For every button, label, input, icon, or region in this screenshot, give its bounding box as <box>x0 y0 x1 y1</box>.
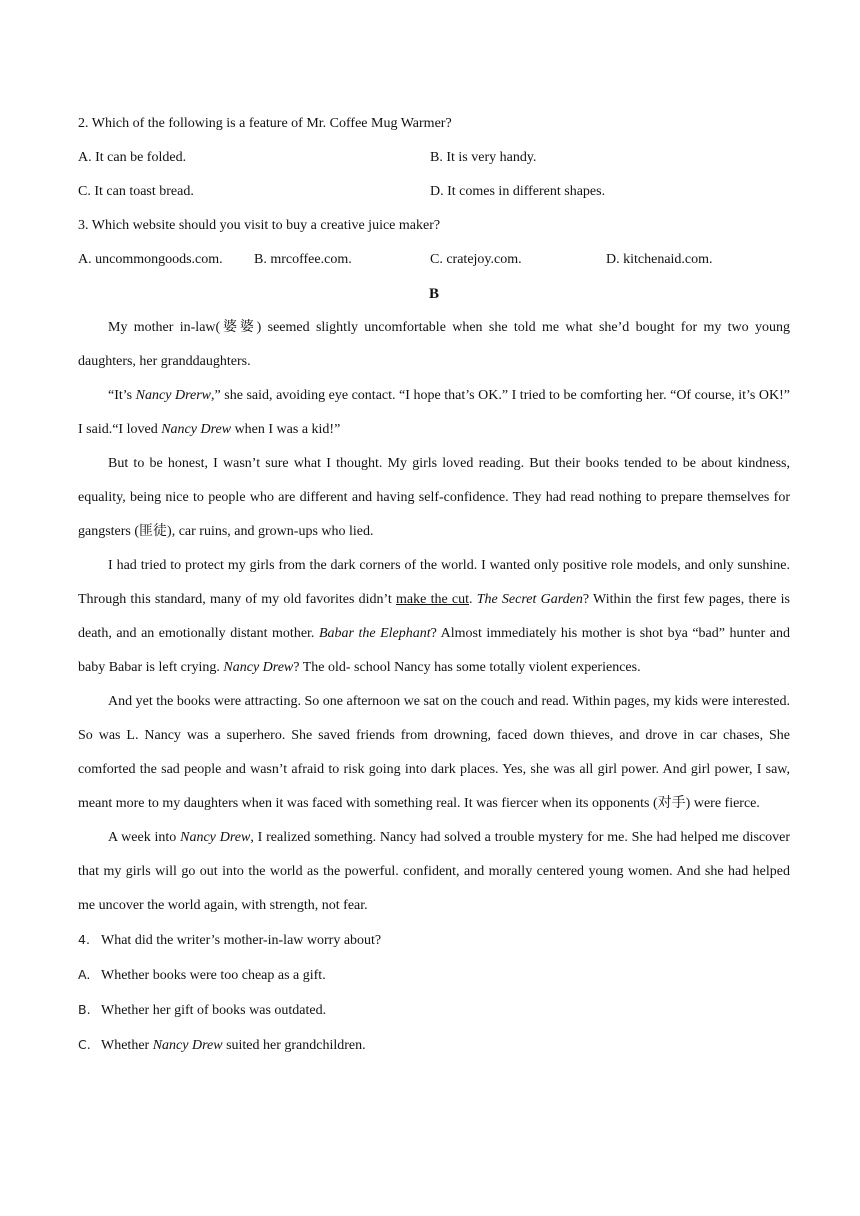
option-c-label: C. <box>78 1037 91 1052</box>
p6-text-a: A week into <box>108 830 181 845</box>
passage-paragraph-4 <box>78 549 790 685</box>
section-heading: B <box>428 286 439 302</box>
p6-text-c: , I realized something. Nancy had solved a trouble mystery for me. She had helped me discover that my girls will go out into the world as the powerful. confident, and morally centered young women. And she had helped me uncover the world again, with strength, not fear. <box>78 830 791 913</box>
option-b-label: B. <box>78 1002 91 1017</box>
question-2-option-b: B. It is very handy. <box>430 150 537 165</box>
p5-text: And yet the books were attracting. So one afternoon we sat on the couch and read. Within pages, my kids were interested. So was L. Nancy was a superhero. She saved friends from drowning, faced down thieves, and drove in car chases, She comforted the sad people and wasn’t afraid to risk going into dark places. Yes, she was all girl power. And girl power, I saw, meant more to my daughters when it was faced with something real. It was fiercer when its opponents (对手) were fierce. <box>78 694 790 811</box>
option-a-text: Whether books were too cheap as a gift. <box>101 968 326 983</box>
option-a-label: A. <box>78 967 91 982</box>
question-4-stem <box>78 923 790 958</box>
p2-text-a: “It’s <box>108 388 136 403</box>
option-c-text-a: Whether <box>101 1038 153 1053</box>
question-3-option-b: B. mrcoffee.com. <box>254 252 352 267</box>
p4-text-c: . <box>469 592 477 607</box>
question-4-number: 4. <box>78 932 90 947</box>
passage-paragraph-1 <box>78 311 790 379</box>
passage-paragraph-2 <box>78 379 790 447</box>
p4-text-g: ? Almost immediately his mother is shot bya “bad” hunter and baby Babar is left crying. <box>78 626 790 675</box>
passage-paragraph-6 <box>78 821 790 923</box>
question-2-stem: 2. Which of the following is a feature of Mr. Coffee Mug Warmer? <box>78 116 452 131</box>
question-4-option-a <box>78 958 790 993</box>
passage-paragraph-5 <box>78 685 790 821</box>
p4-text-i: ? The old- school Nancy has some totally violent experiences. <box>293 660 641 675</box>
p4-text-a: I had tried to protect my girls from the dark corners of the world. I wanted only positive role models, and only sunshine. Through this standard, many of my old favorites didn’t <box>78 558 790 607</box>
document-page <box>78 107 790 1063</box>
question-3-options-row <box>78 243 790 277</box>
p2-book-title-1: Nancy Drerw <box>135 388 212 403</box>
question-4-option-b <box>78 993 790 1028</box>
question-2-option-d: D. It comes in different shapes. <box>430 184 606 199</box>
p1-text: My mother in-law(婆婆) seemed slightly uncomfortable when she told me what she’d bought for my two young daughters, her granddaughters. <box>78 320 790 369</box>
question-3-option-c: C. cratejoy.com. <box>430 252 522 267</box>
p4-book-title-1: The Secret Garden <box>476 592 583 607</box>
p4-book-title-2: Babar the Elephant <box>318 626 431 641</box>
question-2-options-row-1 <box>78 141 790 175</box>
question-4-text: What did the writer’s mother-in-law worry about? <box>101 933 382 948</box>
p2-text-c: ,” she said, avoiding eye contact. “I hope that’s OK.” I tried to be comforting her. “Of course, it’s OK!” I said.“I loved <box>78 388 790 437</box>
passage-paragraph-3 <box>78 447 790 549</box>
question-3-option-a: A. uncommongoods.com. <box>78 252 223 267</box>
question-3-option-d: D. kitchenaid.com. <box>606 252 713 267</box>
option-c-book-title: Nancy Drew <box>152 1038 223 1053</box>
p6-book-title: Nancy Drew <box>180 830 251 845</box>
question-2-option-c: C. It can toast bread. <box>78 184 194 199</box>
p2-text-e: when I was a kid!” <box>231 422 341 437</box>
option-b-text: Whether her gift of books was outdated. <box>101 1003 327 1018</box>
p2-book-title-2: Nancy Drew <box>161 422 232 437</box>
question-4-option-c <box>78 1028 790 1063</box>
option-c-text-c: suited her grandchildren. <box>222 1038 366 1053</box>
p3-text: But to be honest, I wasn’t sure what I thought. My girls loved reading. But their books tended to be about kindness, equality, being nice to people who are different and having self-confidence. They had read nothing to prepare themselves for gangsters (匪徒), car ruins, and grown-ups who lied. <box>78 456 790 539</box>
p4-book-title-3: Nancy Drew <box>223 660 294 675</box>
question-2-options-row-2 <box>78 175 790 209</box>
question-2-option-a: A. It can be folded. <box>78 150 187 165</box>
p4-text-e: ? Within the first few pages, there is death, and an emotionally distant mother. <box>78 592 791 641</box>
question-3-stem: 3. Which website should you visit to buy a creative juice maker? <box>78 218 441 233</box>
p4-underlined-phrase: make the cut <box>396 592 469 607</box>
